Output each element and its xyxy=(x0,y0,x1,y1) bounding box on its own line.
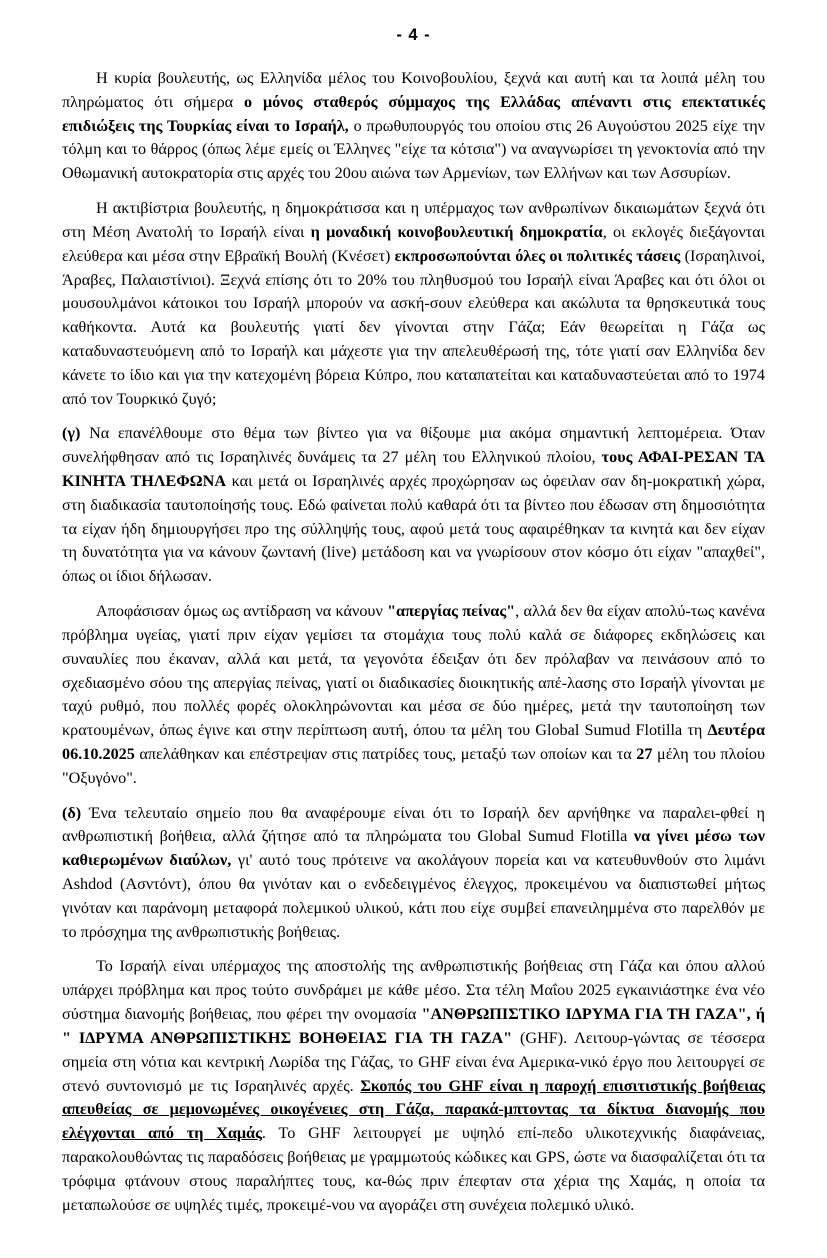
p4-bold-1: "απεργίας πείνας" xyxy=(387,602,516,621)
p1-bold-1: ο μόνος σταθερός σύμμαχος της Ελλάδας απέναντι στις επεκτατικές επιδιώξεις της Τουρκίας είναι το Ισραήλ, xyxy=(62,92,765,135)
p2-text-1: Η ακτιβίστρια βουλευτής, η δημοκράτισσα και η υπέρμαχος των ανθρωπίνων δικαιωμάτων ξεχνά ότι στη Μέση Ανατολή το Ισραήλ είναι xyxy=(62,199,765,241)
p5-marker: (δ) xyxy=(62,803,82,822)
p3-marker: (γ) xyxy=(62,424,81,443)
p2-bold-2: εκπροσωπούνται όλες οι πολιτικές τάσεις xyxy=(394,246,681,265)
p6-text-3: . Το GHF λειτουργεί με υψηλό επί-πεδο υλικοτεχνικής διαφάνειας, παρακολουθώντας τις παραδόσεις βοήθειας με γραμμωτούς κώδικες και GPS, ώστε να διασφαλίζεται ότι τα τρόφιμα φτάνουν στους παραλήπτες τους, κα-θώς πριν έπεφταν στα χέρια της Χαμάς, η οποία τα μεταπωλούσε σε υψηλές τιμές, προκειμέ-νου να αγοράζει στη συνέχεια πολεμικό υλικό. xyxy=(62,1124,765,1214)
p4-bold-2: Δευτέρα 06.10.2025 xyxy=(62,721,765,763)
p5-text-1: Ένα τελευταίο σημείο που θα αναφέρουμε είναι ότι το Ισραήλ δεν αρνήθηκε να παραλει-φθεί η ανθρωπιστική βοήθεια, αλλά ζήτησε από τα πληρώματα του Global Sumud Flotilla xyxy=(62,803,765,846)
p4-text-4: μέλη του πλοίου "Οξυγόνο". xyxy=(62,744,765,787)
p6-text-1: Το Ισραήλ είναι υπέρμαχος της αποστολής της ανθρωπιστικής βοήθειας στη Γάζα και όπου αλλού υπάρχει πρόβλημα και προς τούτο συνδράμει με κάθε μέσο. Στα τέλη Μαΐου 2025 εγκαινιάστηκε ένα νέο σύστημα διανομής βοήθειας, που φέρει την ονομασία xyxy=(62,957,765,1024)
p4-text-1: Αποφάσισαν όμως ως αντίδραση να κάνουν xyxy=(96,602,388,621)
p3-text-2: και μετά οι Ισραηλινές αρχές προχώρησαν ως όφειλαν σαν δη-μοκρατική χώρα, στη διαδικασία ταυτοποίησής τους. Εδώ φαίνεται πολύ καθαρά ότι τα βίντεο που έδωσαν στη δημοσιότητα τα είχαν ήδη δημιουργήσει προ της σύλληψής τους, αφού μετά τους αφαιρέθηκαν τα κινητά και δεν είχαν τη δυνατότητα για να κάνουν ζωντανή (live) μετάδοση και να γνωρίσουν στον κόσμο ότι είχαν "απαχθεί", όπως οι ίδιοι δήλωσαν. xyxy=(62,472,765,586)
paragraph-5 xyxy=(62,802,765,945)
paragraph-2 xyxy=(62,197,765,411)
paragraph-4 xyxy=(62,600,765,791)
p4-text-3: απελάθηκαν και επέστρεψαν στις πατρίδες τους, μεταξύ των οποίων και τα xyxy=(134,744,637,763)
p5-bold-1: να γίνει μέσω των καθιερωμένων διαύλων, xyxy=(62,827,765,870)
paragraph-1 xyxy=(62,67,765,186)
paragraph-6 xyxy=(62,955,765,1217)
paragraph-3 xyxy=(62,422,765,589)
page-number: - 4 - xyxy=(396,26,431,44)
p6-text-2: (GHF). Λειτουρ-γώντας σε τέσσερα σημεία στη νότια και κεντρική Λωρίδα της Γάζας, το GHF είναι ένα Αμερικα-νικό έργο που λειτουργεί σε στενό συντονισμό με τις Ισραηλινές αρχές. xyxy=(62,1028,765,1095)
p2-text-3: (Ισραηλινοί, Άραβες, Παλαιστίνιοι). Ξεχνά επίσης ότι το 20% του πληθυσμού του Ισραήλ είναι Άραβες και ότι όλοι οι μουσουλμάνοι κάτοικοι του Ισραήλ μπορούν να ασκή-σουν ελεύθερα και ακώλυτα τα θρησκευτικά τους καθήκοντα. Αυτά κα βουλευτής γιατί δεν γίνονται στην Γάζα; Εάν θεωρείται η Γάζα ως καταδυναστευόμενη από το Ισραήλ και μάχεστε για την απελευθέρωσή της, τότε γιατί σαν Ελληνίδα δεν κάνετε το ίδιο και για την κατεχομένη βόρεια Κύπρο, που καταπατείται και καταδυναστεύεται από το 1974 από τον Τουρκικό ζυγό; xyxy=(62,246,765,408)
p3-bold-1: τους ΑΦΑΙ-ΡΕΣΑΝ ΤΑ ΚΙΝΗΤΑ ΤΗΛΕΦΩΝΑ xyxy=(62,448,766,490)
p2-text-2: , οι εκλογές διεξάγονται ελεύθερα και μέσα στην Εβραϊκή Βουλή (Κνέσετ) xyxy=(62,222,765,265)
p6-bold-1: "ΑΝΘΡΩΠΙΣΤΙΚΟ ΙΔΡΥΜΑ ΓΙΑ ΤΗ ΓΑΖΑ", ή " ΙΔΡΥΜΑ ΑΝΘΡΩΠΙΣΤΙΚΗΣ ΒΟΗΘΕΙΑΣ ΓΙΑ ΤΗ ΓΑΖΑ" xyxy=(62,1005,765,1047)
p4-text-2: , αλλά δεν θα είχαν απολύ-τως κανένα πρόβλημα υγείας, γιατί πριν είχαν γεμίσει τα στομάχια τους πολύ καλά σε διάφορες εκδηλώσεις και συναυλίες που έκαναν, αλλά και μετά, τα γεγονότα έδειξαν ότι δεν πρόλαβαν να πεινάσουν από το σχεδιασμένο σόου της απεργίας πείνας, γιατί οι διαδικασίες διοικητικής απέ-λασης στο Ισραήλ γίνονται με ταχύ ρυθμό, που πολλές φορές ολοκληρώνονται και μέσα σε δύο ημέρες, μετά την ταυτοποίηση των κρατουμένων, όπως έγινε και στην περίπτωση αυτή, όπου τα μέλη του Global Sumud Flotilla τη xyxy=(62,602,765,740)
p2-bold-1: η μοναδική κοινοβουλευτική δημοκρατία xyxy=(310,222,603,241)
p4-bold-3: 27 xyxy=(636,744,653,763)
p3-text-1: Να επανέλθουμε στο θέμα των βίντεο για να θίξουμε μια ακόμα σημαντική λεπτομέρεια. Όταν συνελήφθησαν από τις Ισραηλινές δυνάμεις τα 27 μέλη του Ελληνικού πλοίου, xyxy=(62,424,765,467)
p5-text-2: γι' αυτό τους πρότεινε να ακολάγουν πορεία και να κατευθυνθούν στο λιμάνι Ashdod (Ασντόντ), όπου θα γινόταν και ο ενδεδειγμένος έλεγχος, προκειμένου να διαπιστωθεί μήτως γινόταν και παράνομη μεταφορά πολεμικού υλικού, κάτι που είχε συμβεί επανειλημμένα στο παρελθόν με το πρόσχημα της ανθρωπιστικής βοήθειας. xyxy=(62,851,766,941)
p1-text-1: Η κυρία βουλευτής, ως Ελληνίδα μέλος του Κοινοβουλίου, ξεχνά και αυτή και τα λοιπά μέλη του πληρώματος ότι σήμερα xyxy=(62,69,765,111)
p1-text-2: ο πρωθυπουργός του οποίου στις 26 Αυγούστου 2025 είχε την τόλμη και το θάρρος (όπως λέμε εμείς οι Έλληνες "είχε τα κότσια") να αναγνωρίσει τη γενοκτονία από την Οθωμανική αυτοκρατορία στις αρχές του 20ου αιώνα των Αρμενίων, των Ελλήνων και των Ασσυρίων. xyxy=(62,116,765,183)
p6-bold-underline-1: Σκοπός του GHF είναι η παροχή επισιτιστικής βοήθειας απευθείας σε μεμονωμένες οικογένειες στη Γάζα, παρακά-μπτοντας τα δίκτυα διανομής που ελέγχονται από τη Χαμάς xyxy=(62,1076,765,1143)
